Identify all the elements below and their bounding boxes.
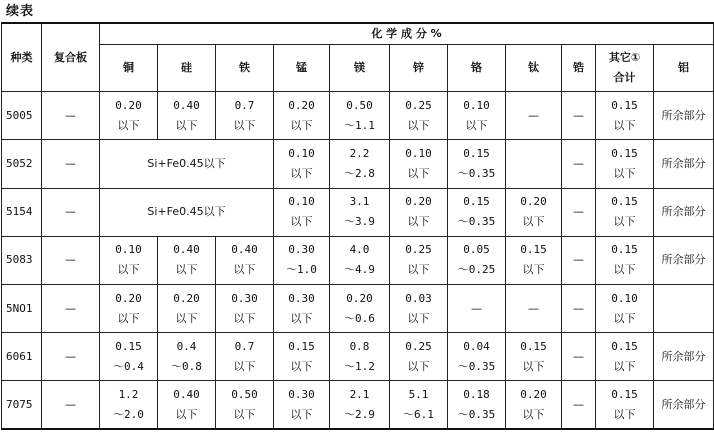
cell-line: —	[573, 349, 584, 363]
cell-cu	[100, 381, 158, 429]
header-element-cu: 铜	[100, 45, 158, 92]
cell-line: 以下	[465, 118, 488, 132]
cell-line: ～0.4	[113, 359, 144, 373]
cell-line: ～2.8	[344, 167, 375, 180]
cell-line: ～0.6	[344, 311, 375, 325]
cell-si	[158, 381, 216, 429]
cell-line: ～2.0	[113, 407, 144, 421]
cell-line: 0.25	[405, 339, 432, 353]
cell-al: 所余部分	[654, 333, 714, 381]
cell-line: 0.15	[463, 147, 490, 160]
cell-line: 0.10	[288, 195, 315, 209]
cell-mn	[274, 284, 330, 332]
cell-clad: —	[42, 188, 100, 236]
cell-line: 以下	[175, 118, 198, 132]
cell-mg	[330, 284, 390, 332]
cell-line: 0.10	[115, 243, 142, 257]
cell-line: 0.10	[405, 147, 432, 160]
cell-type: 7075	[2, 381, 42, 429]
cell-line: 以下	[175, 263, 198, 277]
cell-line: ～0.35	[457, 407, 496, 421]
table-row	[2, 92, 714, 140]
cell-line: ～0.35	[457, 215, 496, 229]
cell-type: 5154	[2, 188, 42, 236]
cell-line: 0.25	[405, 98, 432, 112]
cell-mn	[274, 140, 330, 188]
cell-line: 0.05	[463, 243, 490, 257]
cell-fe	[216, 333, 274, 381]
cell-line: 0.10	[288, 147, 315, 160]
cell-mg	[330, 381, 390, 429]
cell-cr	[448, 333, 506, 381]
table-row	[2, 140, 714, 188]
cell-line: ～2.9	[344, 407, 375, 421]
cell-line: 0.40	[173, 387, 200, 401]
cell-line: 以下	[613, 311, 636, 325]
cell-mg	[330, 188, 390, 236]
cell-line: 以下	[613, 263, 636, 277]
header-element-mg: 镁	[330, 45, 390, 92]
cell-zr	[562, 140, 596, 188]
cell-line: 0.30	[288, 243, 315, 257]
cell-zr	[562, 284, 596, 332]
cell-line: 以下	[290, 167, 313, 180]
cell-line: 0.40	[173, 98, 200, 112]
header-element-fe: 铁	[216, 45, 274, 92]
cell-cu	[100, 333, 158, 381]
cell-zr	[562, 236, 596, 284]
cell-line: —	[528, 108, 539, 122]
cell-other	[596, 140, 654, 188]
cell-ti	[506, 236, 562, 284]
cell-cr	[448, 140, 506, 188]
cell-line: 0.15	[611, 147, 638, 160]
cell-line: 0.20	[520, 195, 547, 209]
cell-other	[596, 333, 654, 381]
header-element-si: 硅	[158, 45, 216, 92]
cell-line: 以下	[407, 118, 430, 132]
cell-line: 以下	[233, 118, 256, 132]
cell-line: 以下	[613, 215, 636, 229]
cell-line: 0.15	[611, 195, 638, 209]
cell-si	[158, 92, 216, 140]
cell-line: 0.50	[346, 98, 373, 112]
cell-line: ～0.35	[457, 359, 496, 373]
cell-mn	[274, 333, 330, 381]
cell-line: 以下	[522, 359, 545, 373]
cell-zn	[390, 381, 448, 429]
cell-line: 0.30	[231, 291, 258, 305]
cell-line: ～4.9	[344, 263, 375, 277]
cell-line: 以下	[117, 263, 140, 277]
cell-al: 所余部分	[654, 92, 714, 140]
cell-line: 0.15	[611, 339, 638, 353]
cell-line: 0.15	[611, 387, 638, 401]
cell-line: 以下	[407, 263, 430, 277]
cell-zr	[562, 381, 596, 429]
cell-line: 以下	[613, 118, 636, 132]
cell-type: 6061	[2, 333, 42, 381]
cell-al: 所余部分	[654, 236, 714, 284]
cell-line: 以下	[522, 407, 545, 421]
cell-cu	[100, 92, 158, 140]
cell-line: 0.03	[405, 291, 432, 305]
cell-line: 0.30	[288, 291, 315, 305]
cell-zn	[390, 188, 448, 236]
table-caption: 续表	[6, 4, 35, 19]
cell-line: 以下	[522, 263, 545, 277]
cell-line: 0.15	[520, 243, 547, 257]
cell-mn	[274, 381, 330, 429]
cell-line: 0.20	[173, 291, 200, 305]
cell-line: 0.20	[520, 387, 547, 401]
header-element-mn: 锰	[274, 45, 330, 92]
cell-line: —	[573, 253, 584, 267]
cell-other	[596, 236, 654, 284]
cell-line: 以下	[407, 311, 430, 325]
cell-line: 0.20	[346, 291, 373, 305]
cell-line: 5.1	[408, 387, 429, 401]
cell-ti	[506, 333, 562, 381]
cell-clad: —	[42, 92, 100, 140]
cell-cu	[100, 284, 158, 332]
cell-line: 以下	[233, 263, 256, 277]
table-row	[2, 333, 714, 381]
cell-cr	[448, 92, 506, 140]
cell-line: 以下	[290, 407, 313, 421]
cell-mn	[274, 188, 330, 236]
cell-mg	[330, 333, 390, 381]
cell-fe	[216, 284, 274, 332]
header-composition: 化 学 成 分 %	[100, 23, 714, 45]
cell-line: ～0.35	[457, 167, 496, 180]
table-row	[2, 284, 714, 332]
cell-line: 以下	[290, 311, 313, 325]
cell-clad: —	[42, 236, 100, 284]
composition-table	[1, 22, 714, 430]
cell-line: 以下	[407, 167, 430, 180]
cell-mg	[330, 140, 390, 188]
cell-line: 以下	[290, 359, 313, 373]
table-row	[2, 188, 714, 236]
cell-line: 2.1	[349, 387, 370, 401]
cell-line: ～1.2	[344, 359, 375, 373]
table-row	[2, 381, 714, 429]
header-element-zn: 锌	[390, 45, 448, 92]
cell-line: 以下	[233, 311, 256, 325]
cell-line: 0.20	[288, 98, 315, 112]
cell-mg	[330, 92, 390, 140]
cell-ti	[506, 92, 562, 140]
cell-line: 以下	[407, 215, 430, 229]
cell-line: —	[573, 205, 584, 219]
header-element-al: 铝	[654, 45, 714, 92]
cell-line: 0.20	[115, 291, 142, 305]
cell-al: 所余部分	[654, 381, 714, 429]
cell-line: 以下	[233, 359, 256, 373]
cell-clad: —	[42, 284, 100, 332]
cell-clad: —	[42, 333, 100, 381]
cell-ti	[506, 140, 562, 188]
cell-line: —	[573, 108, 584, 122]
cell-al: 所余部分	[654, 188, 714, 236]
cell-line: 0.30	[288, 387, 315, 401]
cell-al: 所余部分	[654, 140, 714, 188]
cell-al	[654, 284, 714, 332]
cell-line: 0.18	[463, 387, 490, 401]
cell-line: ～3.9	[344, 215, 375, 229]
table-row	[2, 236, 714, 284]
cell-fe	[216, 92, 274, 140]
cell-line: 以下	[117, 118, 140, 132]
cell-si	[158, 284, 216, 332]
cell-mg	[330, 236, 390, 284]
cell-line: 0.50	[231, 387, 258, 401]
cell-line: 以下	[613, 407, 636, 421]
cell-line: 以下	[613, 167, 636, 180]
cell-line: —	[471, 301, 482, 315]
cell-line: 0.20	[115, 98, 142, 112]
cell-clad: —	[42, 381, 100, 429]
cell-si-fe: Si+Fe0.45以下	[100, 188, 274, 236]
cell-line: ～1.1	[344, 118, 375, 132]
cell-line: 以下	[175, 311, 198, 325]
cell-line: ～6.1	[403, 407, 434, 421]
header-element-ti: 钛	[506, 45, 562, 92]
cell-line: —	[528, 301, 539, 315]
cell-line: 0.4	[176, 339, 197, 353]
cell-type: 5NO1	[2, 284, 42, 332]
cell-si-fe: Si+Fe0.45以下	[100, 140, 274, 188]
cell-mn	[274, 92, 330, 140]
cell-line: 0.15	[288, 339, 315, 353]
cell-line: 0.15	[463, 195, 490, 209]
cell-line: 0.25	[405, 243, 432, 257]
cell-line: 以下	[407, 359, 430, 373]
cell-other	[596, 92, 654, 140]
cell-line: 0.15	[520, 339, 547, 353]
cell-line: 0.7	[234, 339, 255, 353]
cell-line: 0.40	[231, 243, 258, 257]
cell-line: 0.7	[234, 98, 255, 112]
cell-type: 5052	[2, 140, 42, 188]
header-others-line1: 其它①	[608, 51, 641, 65]
cell-line: ～0.8	[171, 359, 202, 373]
cell-line: 以下	[613, 359, 636, 373]
cell-line: 0.40	[173, 243, 200, 257]
cell-zr	[562, 92, 596, 140]
cell-other	[596, 188, 654, 236]
cell-line: 0.15	[115, 339, 142, 353]
cell-line: ～0.25	[457, 263, 496, 277]
cell-line: —	[573, 397, 584, 411]
cell-ti	[506, 284, 562, 332]
cell-line: 4.0	[349, 243, 370, 257]
cell-line: 0.10	[611, 291, 638, 305]
header-clad: 复合板	[42, 23, 100, 92]
cell-line: 0.8	[349, 339, 370, 353]
cell-cr	[448, 236, 506, 284]
cell-cu	[100, 236, 158, 284]
cell-fe	[216, 236, 274, 284]
cell-other	[596, 284, 654, 332]
cell-line: 1.2	[118, 387, 139, 401]
cell-line: 0.10	[463, 98, 490, 112]
cell-line: ～1.0	[286, 263, 317, 277]
cell-line: 0.15	[611, 98, 638, 112]
cell-line: 以下	[175, 407, 198, 421]
cell-zr	[562, 333, 596, 381]
cell-cr	[448, 381, 506, 429]
cell-line: —	[573, 301, 584, 315]
header-type: 种类	[2, 23, 42, 92]
cell-line: 以下	[290, 215, 313, 229]
cell-line: 以下	[233, 407, 256, 421]
cell-type: 5005	[2, 92, 42, 140]
cell-line: 以下	[522, 215, 545, 229]
cell-line: 0.04	[463, 339, 490, 353]
cell-fe	[216, 381, 274, 429]
cell-type: 5083	[2, 236, 42, 284]
cell-cr	[448, 188, 506, 236]
cell-ti	[506, 381, 562, 429]
header-element-cr: 铬	[448, 45, 506, 92]
cell-mn	[274, 236, 330, 284]
cell-line: 2.2	[349, 147, 370, 160]
cell-zr	[562, 188, 596, 236]
cell-zn	[390, 92, 448, 140]
header-element-zr: 锆	[562, 45, 596, 92]
cell-line: 以下	[290, 118, 313, 132]
cell-si	[158, 236, 216, 284]
cell-line: 以下	[117, 311, 140, 325]
cell-ti	[506, 188, 562, 236]
cell-si	[158, 333, 216, 381]
header-others-line2: 合计	[613, 71, 636, 85]
cell-line: 0.15	[611, 243, 638, 257]
cell-zn	[390, 236, 448, 284]
cell-cr	[448, 284, 506, 332]
cell-zn	[390, 284, 448, 332]
cell-line: 0.20	[405, 195, 432, 209]
cell-line: —	[573, 157, 584, 170]
cell-zn	[390, 140, 448, 188]
cell-line: 3.1	[349, 195, 370, 209]
header-others	[596, 45, 654, 92]
cell-other	[596, 381, 654, 429]
cell-clad: —	[42, 140, 100, 188]
cell-zn	[390, 333, 448, 381]
